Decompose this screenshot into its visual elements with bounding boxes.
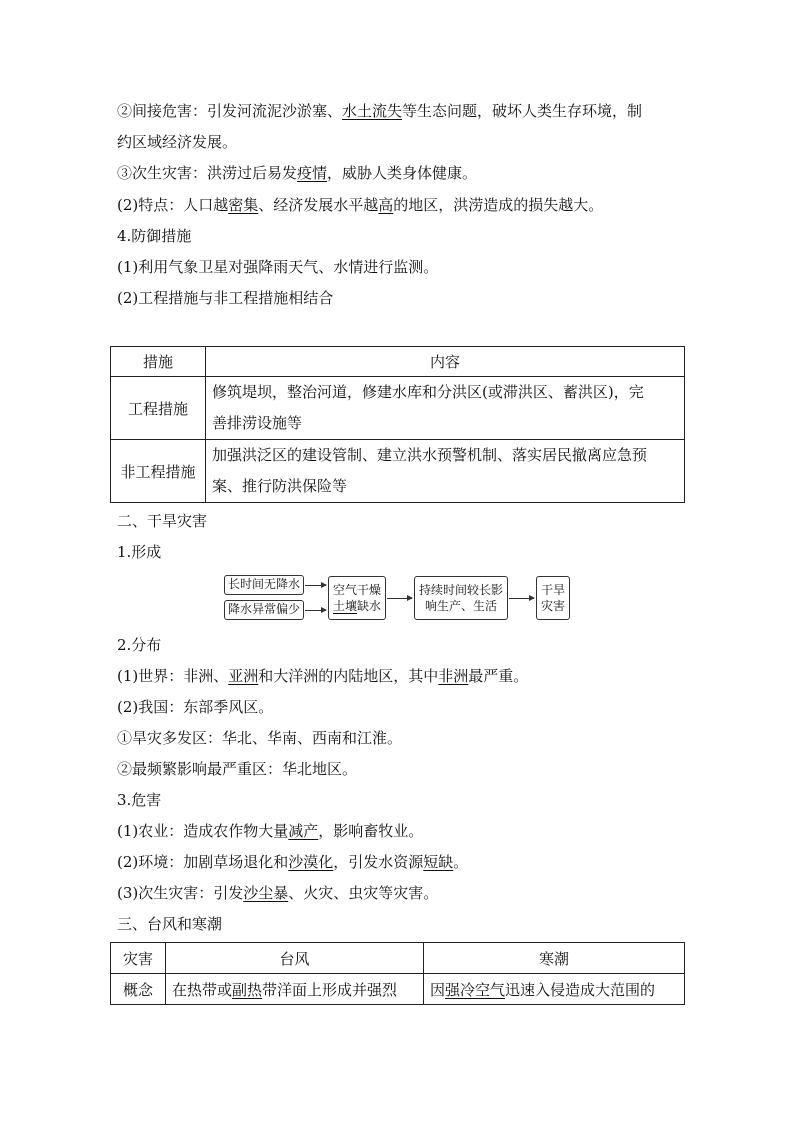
text: ②间接危害：引发河流泥沙淤塞、 xyxy=(117,102,343,120)
flow-box-cause-2: 降水异常偏少 xyxy=(224,600,304,620)
defense-item-2: (2)工程措施与非工程措施相结合 xyxy=(117,289,334,307)
text: 在热带或 xyxy=(172,980,233,999)
drought-title: 二、干旱灾害 xyxy=(117,512,208,530)
table-row xyxy=(111,440,685,503)
arrow-icon xyxy=(305,585,326,586)
most-severe-area: ②最频繁影响最严重区：华北地区。 xyxy=(117,760,358,778)
flow-text: 灾害 xyxy=(540,599,565,613)
text: ，引发水资源 xyxy=(333,853,424,871)
table-row xyxy=(111,974,685,1005)
feature-line xyxy=(117,195,603,215)
measure-name: 工程措施 xyxy=(111,377,206,440)
underlined-term: 沙漠化 xyxy=(288,853,334,871)
header-cell: 台风 xyxy=(166,943,424,974)
text: 。 xyxy=(453,853,469,871)
text: ③次生灾害：洪涝过后易发 xyxy=(117,164,298,182)
formation-heading: 1.形成 xyxy=(117,543,162,561)
underlined-term: 亚洲 xyxy=(228,667,259,685)
typhoon-concept xyxy=(166,974,424,1005)
underlined-term: 高 xyxy=(378,196,394,214)
harm-agriculture xyxy=(117,821,423,841)
text: 最严重。 xyxy=(468,667,529,685)
indirect-harm-line-2: 约区域经济发展。 xyxy=(117,133,238,151)
underlined-term: 密集 xyxy=(228,196,259,214)
defense-heading: 4.防御措施 xyxy=(117,227,192,245)
row-label: 概念 xyxy=(111,974,166,1005)
typhoon-table xyxy=(110,942,685,1005)
defense-item-1: (1)利用气象卫星对强降雨天气、水情进行监测。 xyxy=(117,258,439,276)
harm-heading: 3.危害 xyxy=(117,791,162,809)
content-line: 善排涝设施等 xyxy=(212,414,303,432)
flow-box-result xyxy=(536,576,570,620)
text: (3)次生灾害：引发 xyxy=(117,884,244,902)
secondary-disaster-line xyxy=(117,163,477,183)
text: (1)农业：造成农作物大量 xyxy=(117,822,289,840)
text: (2)特点：人口越 xyxy=(117,196,229,214)
measure-content xyxy=(206,377,685,440)
flow-box-dry-air xyxy=(328,576,386,620)
text: 等生态问题，破坏人类生存环境，制 xyxy=(402,102,643,120)
underlined-term: 疫情 xyxy=(297,164,328,182)
underlined-term: 强冷空气 xyxy=(445,980,506,999)
content-line: 修筑堤坝，整治河道，修建水库和分洪区(或滞洪区、蓄洪区)，完 xyxy=(212,383,644,401)
table-header-row xyxy=(111,943,685,974)
arrow-icon xyxy=(387,598,412,599)
measures-table xyxy=(110,346,685,503)
table-header-row xyxy=(111,347,685,377)
flow-text xyxy=(329,598,385,614)
cold-wave-concept xyxy=(424,974,685,1005)
text: (1)世界：非洲、 xyxy=(117,667,229,685)
arrow-icon xyxy=(305,610,326,611)
text: (2)环境：加剧草场退化和 xyxy=(117,853,289,871)
text: 、火灾、虫灾等灾害。 xyxy=(288,884,439,902)
table-row xyxy=(111,377,685,440)
text: 的地区，洪涝造成的损失越大。 xyxy=(393,196,604,214)
underlined-term: 减产 xyxy=(288,822,319,840)
distribution-china: (2)我国：东部季风区。 xyxy=(117,698,274,716)
text: ，威胁人类身体健康。 xyxy=(327,164,478,182)
distribution-heading: 2.分布 xyxy=(117,636,162,654)
arrow-icon xyxy=(509,598,534,599)
harm-environment xyxy=(117,852,468,872)
harm-secondary xyxy=(117,883,438,903)
underlined-term: 沙尘暴 xyxy=(243,884,289,902)
flow-text: 干旱 xyxy=(540,583,565,597)
underlined-term: 土壤 xyxy=(332,599,357,613)
text: 因 xyxy=(430,980,446,999)
text: ，影响畜牧业。 xyxy=(318,822,424,840)
flow-text: 空气干燥 xyxy=(332,583,381,597)
content-line: 案、推行防洪保险等 xyxy=(212,477,348,495)
text: 带洋面上形成并强烈 xyxy=(262,980,398,999)
underlined-term: 水土流失 xyxy=(342,102,403,120)
frequent-area: ①旱灾多发区：华北、华南、西南和江淮。 xyxy=(117,729,403,747)
flow-text: 持续时间较长影 xyxy=(418,583,503,597)
measure-content xyxy=(206,440,685,503)
header-cell: 寒潮 xyxy=(424,943,685,974)
underlined-term: 副热 xyxy=(232,980,263,999)
flow-box-effect xyxy=(414,576,508,620)
measure-name: 非工程措施 xyxy=(111,440,206,503)
underlined-term: 短缺 xyxy=(423,853,454,871)
text: 和大洋洲的内陆地区，其中 xyxy=(258,667,439,685)
flow-box-cause-1: 长时间无降水 xyxy=(224,575,304,595)
distribution-world xyxy=(117,666,528,686)
flow-text: 响生产、生活 xyxy=(424,599,497,613)
indirect-harm-line xyxy=(117,101,642,121)
text: 迅速入侵造成大范围的 xyxy=(505,980,656,999)
flow-text: 缺水 xyxy=(357,599,382,613)
typhoon-title: 三、台风和寒潮 xyxy=(117,915,223,933)
underlined-term: 非洲 xyxy=(438,667,469,685)
header-cell: 内容 xyxy=(206,347,685,377)
content-line: 加强洪泛区的建设管制、建立洪水预警机制、落实居民撤离应急预 xyxy=(212,446,648,464)
header-cell: 灾害 xyxy=(111,943,166,974)
text: 、经济发展水平越 xyxy=(258,196,379,214)
header-cell: 措施 xyxy=(111,347,206,377)
formation-flowchart xyxy=(220,572,576,624)
